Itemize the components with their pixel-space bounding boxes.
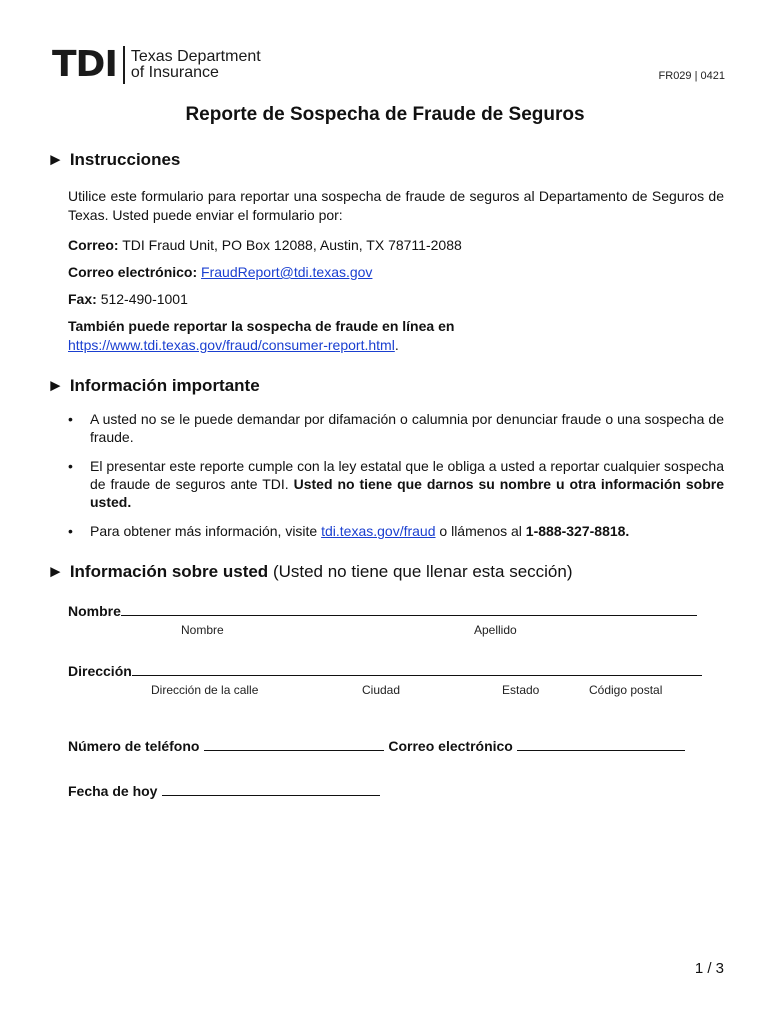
online-report-line	[68, 317, 454, 355]
bullet-icon: •	[68, 458, 73, 474]
fax-label: Fax:	[68, 291, 97, 307]
bullet-plain: El presentar este reporte cumple con la ley estatal que le obliga a usted a reportar cualquier sospecha de fraude de seguros ante TDI.	[90, 458, 724, 492]
section-heading-sobre-usted	[47, 562, 573, 582]
phone-input-line[interactable]	[204, 736, 384, 751]
mail-value: TDI Fraud Unit, PO Box 12088, Austin, TX 78711-2088	[122, 237, 462, 253]
fax-value: 512-490-1001	[100, 291, 188, 307]
bullet-text	[90, 522, 724, 540]
triangle-right-icon: ►	[47, 376, 64, 395]
address-field-row	[68, 661, 702, 681]
online-report-link[interactable]: https://www.tdi.texas.gov/fraud/consumer-report.html	[68, 337, 395, 353]
name-input-line[interactable]	[121, 601, 697, 616]
street-caption: Dirección de la calle	[151, 683, 259, 697]
fax-line	[68, 290, 188, 309]
heading-text: Información importante	[69, 376, 260, 395]
email-input-line[interactable]	[517, 736, 685, 751]
bullet-icon: •	[68, 411, 73, 427]
bullet-mid: o llámenos al	[439, 523, 522, 539]
email-field-label: Correo electrónico	[388, 738, 513, 754]
phone-label: Número de teléfono	[68, 738, 200, 754]
last-name-caption: Apellido	[474, 623, 517, 637]
online-end: .	[394, 337, 399, 353]
document-title: Reporte de Sospecha de Fraude de Seguros	[185, 104, 585, 125]
tdi-logo	[52, 44, 261, 85]
list-item	[68, 410, 724, 446]
date-label: Fecha de hoy	[68, 783, 158, 799]
email-label: Correo electrónico:	[68, 264, 198, 280]
logo-divider	[123, 46, 125, 84]
email-link[interactable]: FraudReport@tdi.texas.gov	[201, 264, 373, 280]
mail-label: Correo:	[68, 237, 119, 253]
list-item	[68, 522, 724, 540]
phone-email-row	[68, 736, 685, 756]
triangle-right-icon: ►	[47, 150, 64, 169]
bullet-bold: Usted no tiene que darnos su nombre u otra información sobre usted.	[90, 476, 724, 510]
name-label: Nombre	[68, 603, 121, 619]
city-caption: Ciudad	[362, 683, 401, 697]
address-input-line[interactable]	[132, 661, 702, 676]
bullet-pre: Para obtener más información, visite	[90, 523, 318, 539]
form-code: FR029 | 0421	[658, 70, 725, 82]
address-label: Dirección	[68, 663, 132, 679]
fraud-link[interactable]: tdi.texas.gov/fraud	[321, 523, 436, 539]
section-heading-instrucciones	[47, 150, 180, 170]
state-caption: Estado	[502, 683, 540, 697]
date-field-row	[68, 781, 380, 801]
online-label: También puede reportar la sospecha de fraude en línea en	[68, 318, 455, 334]
bullet-text: A usted no se le puede demandar por difamación o calumnia por denunciar fraude o una sospecha de fraude.	[90, 411, 724, 445]
bullet-icon: •	[68, 523, 73, 539]
heading-note: (Usted no tiene que llenar esta sección)	[272, 562, 573, 581]
logo-text	[131, 49, 261, 81]
logo-line-1: Texas Department	[130, 48, 261, 65]
heading-text: Instrucciones	[69, 150, 181, 169]
heading-text: Información sobre usted	[69, 562, 269, 581]
mail-line	[68, 236, 462, 255]
page-number: 1 / 3	[694, 960, 724, 977]
zip-caption: Código postal	[589, 683, 663, 697]
list-item	[68, 457, 724, 511]
name-field-row	[68, 601, 697, 621]
phone-number: 1-888-327-8818.	[525, 523, 630, 539]
first-name-caption: Nombre	[181, 623, 224, 637]
bullet-text	[90, 457, 724, 511]
date-input-line[interactable]	[162, 781, 380, 796]
triangle-right-icon: ►	[47, 562, 64, 581]
logo-mark: TDI	[52, 44, 117, 85]
email-line	[68, 263, 372, 282]
instructions-intro: Utilice este formulario para reportar una sospecha de fraude de seguros al Departamento de Seguros de Texas. Usted puede enviar el formulario por:	[68, 188, 724, 223]
logo-line-2: of Insurance	[130, 64, 219, 81]
section-heading-importante	[47, 376, 260, 396]
